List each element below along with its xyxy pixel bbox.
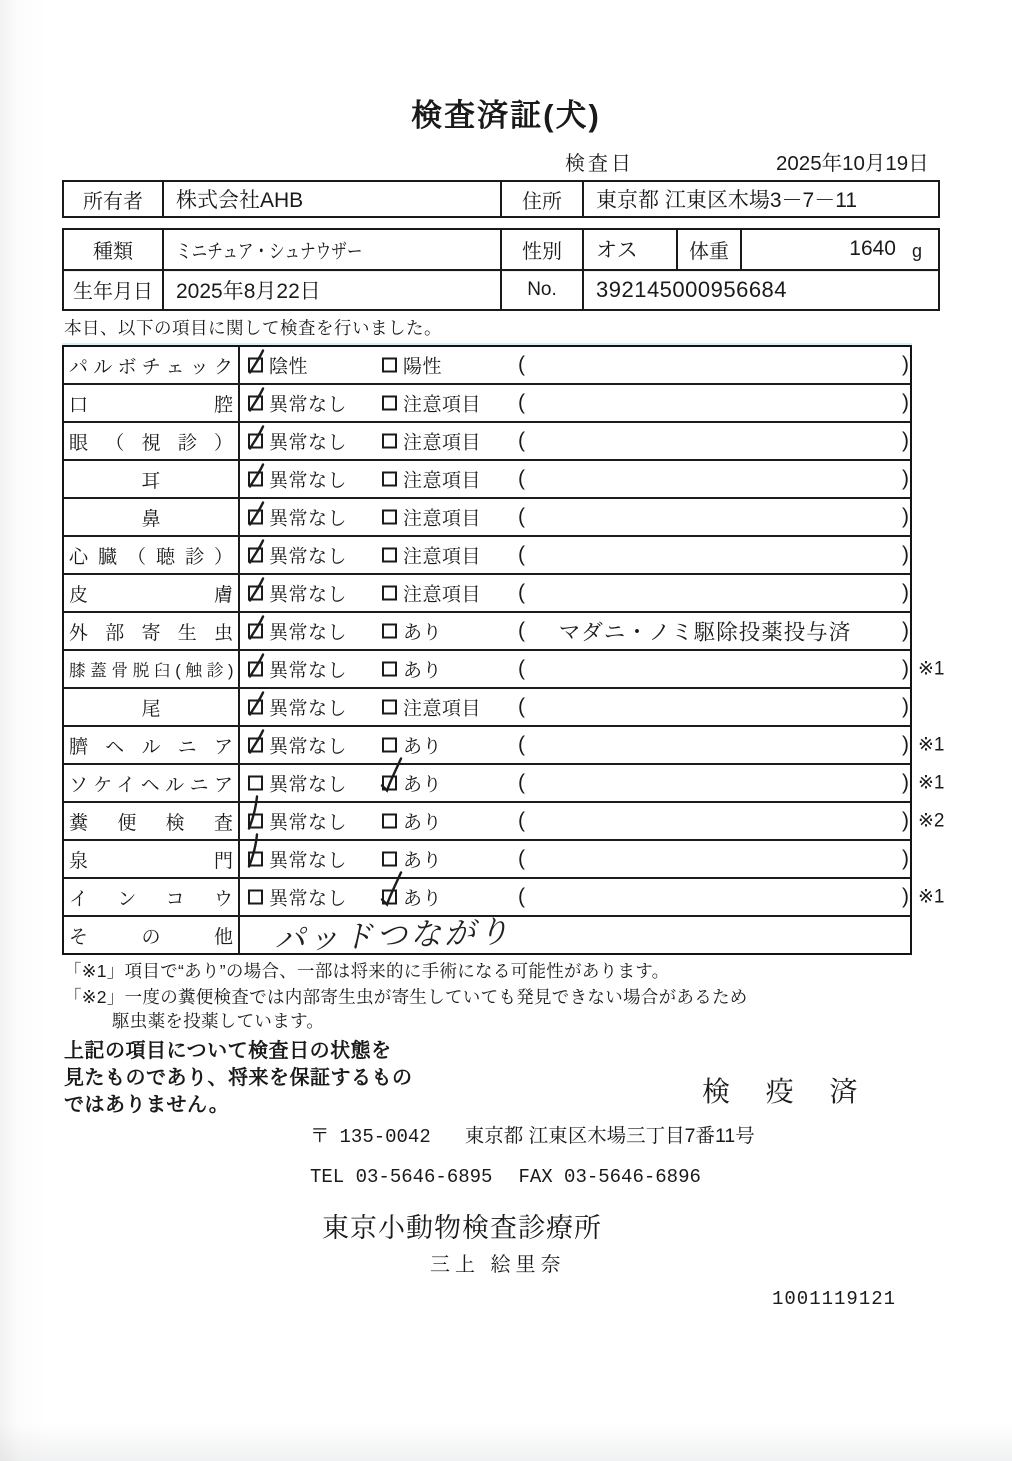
option-2	[382, 618, 442, 645]
option-1-label: 異常なし	[269, 736, 348, 758]
option-2-label: あり	[403, 888, 443, 910]
exam-row-content	[240, 385, 910, 421]
option-2	[382, 466, 481, 493]
option-2-label: あり	[403, 850, 443, 872]
checkbox-square	[382, 434, 397, 449]
postal-code: 135-0042	[339, 1126, 431, 1148]
paren-open: (	[518, 847, 525, 870]
exam-item-label	[64, 499, 240, 535]
paren-close: )	[902, 429, 909, 452]
checkbox-opt2	[382, 890, 397, 905]
footnote-mark: ※1	[918, 658, 945, 680]
checkbox-opt1	[248, 434, 263, 449]
check-mark	[241, 568, 271, 606]
option-1-label: 異常なし	[269, 774, 348, 796]
paren-open: (	[518, 581, 525, 604]
option-1	[248, 808, 347, 835]
table-row	[64, 689, 910, 727]
checkbox-square	[382, 510, 397, 525]
veterinarian-name: 三上 絵里奈	[430, 1254, 566, 1276]
option-2	[382, 352, 442, 379]
exam-item-label-text: インコウ	[69, 888, 233, 910]
paren-close: )	[902, 695, 909, 718]
checkbox-opt1	[248, 510, 263, 525]
table-row	[64, 537, 910, 575]
checkbox-square	[382, 738, 397, 753]
check-mark	[375, 872, 405, 910]
option-2-label: 注意項目	[403, 508, 482, 530]
option-2-label: あり	[403, 736, 443, 758]
footnote-mark: ※1	[918, 772, 945, 794]
checkbox-square	[248, 890, 263, 905]
checkbox-opt2	[382, 738, 397, 753]
footnote-1: 「※1」項目で“あり”の場合、一部は将来的に手術になる可能性があります。	[64, 961, 670, 981]
checkbox-opt2	[382, 358, 397, 373]
paren-open: (	[518, 695, 525, 718]
checkbox-square	[248, 776, 263, 791]
weight-label: 体重	[678, 230, 742, 269]
breed-value: ミニチュア・シュナウザー	[164, 230, 502, 269]
exam-item-label	[64, 879, 240, 915]
fax-number: FAX 03-5646-6896	[518, 1166, 701, 1188]
checkbox-opt1	[248, 624, 263, 639]
paren-close: )	[902, 543, 909, 566]
paren-close: )	[902, 809, 909, 832]
paren-open: (	[518, 353, 525, 376]
check-mark	[241, 720, 271, 758]
check-mark	[241, 378, 271, 416]
checkbox-opt1	[248, 396, 263, 411]
checkbox-opt2	[382, 586, 397, 601]
exam-item-label	[64, 537, 240, 573]
option-2	[382, 390, 481, 417]
check-mark	[241, 454, 271, 492]
option-2-label: あり	[403, 812, 443, 834]
exam-item-label	[64, 727, 240, 763]
option-1	[248, 466, 347, 493]
check-mark	[241, 492, 271, 530]
option-2-label: 注意項目	[403, 584, 482, 606]
checkbox-opt2	[382, 776, 397, 791]
exam-item-label-text: 泉門	[69, 850, 233, 872]
option-1-label: 異常なし	[269, 622, 348, 644]
exam-item-label	[64, 689, 240, 725]
checkbox-opt2	[382, 624, 397, 639]
exam-item-label	[64, 423, 240, 459]
paren-open: (	[518, 391, 525, 414]
footnote-mark: ※1	[918, 886, 945, 908]
exam-item-label-text: 眼（視診）	[69, 432, 233, 454]
weight-number: 1640	[849, 237, 896, 261]
option-1-label: 異常なし	[269, 584, 348, 606]
footnote-mark: ※1	[918, 734, 945, 756]
exam-item-label-text: ソケイヘルニア	[69, 774, 233, 796]
option-1-label: 陰性	[269, 356, 309, 378]
birth-value: 2025年8月22日	[164, 271, 502, 310]
disclaimer-text	[64, 1038, 413, 1119]
finding-note: マダニ・ノミ駆除投薬投与済	[558, 620, 852, 645]
paren-close: )	[902, 581, 909, 604]
table-row	[64, 461, 910, 499]
option-1	[248, 428, 347, 455]
intro-text: 本日、以下の項目に関して検査を行いました。	[64, 318, 442, 338]
footnote-mark: ※2	[918, 810, 945, 832]
breed-label: 種類	[64, 230, 164, 269]
option-2	[382, 542, 481, 569]
option-1	[248, 884, 347, 911]
inspection-date-value: 2025年10月19日	[776, 152, 929, 175]
option-2-label: 注意項目	[403, 470, 482, 492]
option-1	[248, 694, 347, 721]
paren-close: )	[902, 885, 909, 908]
header-table-pet	[62, 228, 940, 311]
exam-item-label	[64, 461, 240, 497]
option-2-label: 注意項目	[403, 394, 482, 416]
paren-close: )	[902, 657, 909, 680]
exam-row-content	[240, 879, 910, 915]
checkbox-opt1	[248, 776, 263, 791]
checkbox-square	[382, 586, 397, 601]
paren-open: (	[518, 619, 525, 642]
disclaimer-line3: ではありません。	[64, 1094, 230, 1116]
exam-row-content	[240, 841, 910, 877]
option-1	[248, 656, 347, 683]
exam-item-label	[64, 613, 240, 649]
checkbox-opt2	[382, 662, 397, 677]
check-mark	[241, 834, 271, 872]
exam-item-label-text: 耳	[141, 470, 161, 492]
paren-close: )	[902, 467, 909, 490]
checkbox-square	[382, 662, 397, 677]
exam-item-label	[64, 803, 240, 839]
owner-value: 株式会社AHB	[164, 182, 502, 216]
table-row	[64, 613, 910, 651]
table-row	[64, 499, 910, 537]
paren-close: )	[902, 391, 909, 414]
option-2	[382, 580, 481, 607]
paren-open: (	[518, 467, 525, 490]
checkbox-square	[382, 358, 397, 373]
option-1	[248, 618, 347, 645]
page-title: 検査済証(犬)	[411, 98, 601, 133]
table-row	[64, 575, 910, 613]
paren-close: )	[902, 733, 909, 756]
checkbox-opt1	[248, 358, 263, 373]
header-table-owner	[62, 180, 940, 218]
paren-open: (	[518, 771, 525, 794]
footnote-2-line2: 駆虫薬を投薬しています。	[112, 1011, 325, 1031]
paren-close: )	[902, 771, 909, 794]
option-2	[382, 846, 442, 873]
option-1	[248, 504, 347, 531]
exam-item-label-text: 膝蓋骨脱臼(触診)	[69, 662, 233, 680]
checkbox-opt1	[248, 472, 263, 487]
option-2	[382, 808, 442, 835]
main-exam-table	[62, 345, 945, 958]
option-2	[382, 770, 442, 797]
clinic-address: 東京都 江東区木場三丁目7番11号	[464, 1125, 755, 1147]
exam-row-content	[240, 423, 910, 459]
postal-mark-icon: 〒	[310, 1125, 330, 1147]
option-2	[382, 694, 481, 721]
check-mark	[241, 796, 271, 834]
check-mark	[241, 644, 271, 682]
clinic-tel-row	[310, 1166, 701, 1188]
checkbox-opt2	[382, 510, 397, 525]
check-mark	[241, 682, 271, 720]
quarantine-stamp: 検 疫 済	[702, 1076, 872, 1107]
weight-value	[742, 230, 938, 269]
option-1	[248, 580, 347, 607]
exam-item-label	[64, 385, 240, 421]
checkbox-opt1	[248, 890, 263, 905]
paren-close: )	[902, 353, 909, 376]
table-row	[64, 385, 910, 423]
exam-item-label-text: その他	[69, 926, 233, 948]
exam-item-label	[64, 575, 240, 611]
exam-item-label-text: 皮膚	[69, 584, 233, 606]
weight-unit: g	[911, 240, 922, 261]
option-1	[248, 770, 347, 797]
checkbox-square	[382, 814, 397, 829]
option-1	[248, 390, 347, 417]
checkbox-square	[382, 852, 397, 867]
checkbox-opt2	[382, 434, 397, 449]
option-1-label: 異常なし	[269, 850, 348, 872]
option-1-label: 異常なし	[269, 812, 348, 834]
clinic-name: 東京小動物検査診療所	[322, 1213, 602, 1243]
check-mark	[241, 530, 271, 568]
serial-number: 1001119121	[772, 1288, 897, 1310]
option-2	[382, 428, 481, 455]
option-1-label: 異常なし	[269, 698, 348, 720]
exam-item-label-text: 尾	[141, 698, 161, 720]
option-2-label: 注意項目	[403, 546, 482, 568]
exam-row-content	[240, 803, 910, 839]
check-mark	[241, 606, 271, 644]
option-2-label: 陽性	[403, 356, 443, 378]
option-2-label: あり	[403, 622, 443, 644]
checkbox-opt1	[248, 662, 263, 677]
table-row	[64, 803, 945, 841]
checkbox-square	[382, 624, 397, 639]
exam-row-content	[240, 499, 910, 535]
exam-row-content	[240, 613, 910, 649]
clinic-postal-row	[310, 1120, 755, 1148]
exam-item-label-text: 鼻	[141, 508, 161, 530]
exam-row-content	[240, 461, 910, 497]
checkbox-square	[382, 472, 397, 487]
paren-open: (	[518, 809, 525, 832]
option-2	[382, 656, 442, 683]
no-label: No.	[502, 271, 584, 310]
checkbox-opt2	[382, 814, 397, 829]
exam-row-content	[240, 347, 910, 383]
check-mark	[241, 340, 271, 378]
table-row	[64, 651, 945, 689]
checkbox-opt1	[248, 814, 263, 829]
check-mark	[375, 758, 405, 796]
table-row	[64, 727, 945, 765]
checkbox-opt1	[248, 586, 263, 601]
exam-item-label-text: パルボチェック	[69, 356, 233, 378]
checkbox-opt2	[382, 852, 397, 867]
option-2	[382, 504, 481, 531]
option-1	[248, 352, 308, 379]
option-1-label: 異常なし	[269, 432, 348, 454]
exam-item-label	[64, 765, 240, 801]
sex-value: オス	[584, 230, 678, 269]
checkbox-opt2	[382, 396, 397, 411]
inspection-date-label: 検査日	[565, 153, 634, 175]
option-2-label: 注意項目	[403, 432, 482, 454]
birth-label: 生年月日	[64, 271, 164, 310]
table-row	[64, 841, 910, 879]
paren-open: (	[518, 885, 525, 908]
checkbox-square	[382, 396, 397, 411]
checkbox-opt2	[382, 700, 397, 715]
table-row	[64, 347, 910, 385]
footnote-2-line1: 「※2」一度の糞便検査では内部寄生虫が寄生していても発見できない場合があるため	[64, 987, 748, 1007]
option-1-label: 異常なし	[269, 888, 348, 910]
exam-row-content	[240, 727, 910, 763]
check-mark	[241, 416, 271, 454]
table-row	[64, 913, 910, 958]
paren-open: (	[518, 429, 525, 452]
exam-row-content	[240, 651, 910, 687]
exam-item-label-text: 心臓（聴診）	[69, 546, 233, 568]
option-1-label: 異常なし	[269, 394, 348, 416]
option-1-label: 異常なし	[269, 660, 348, 682]
paren-close: )	[902, 619, 909, 642]
tel-number: TEL 03-5646-6895	[310, 1166, 493, 1188]
address-label: 住所	[502, 182, 584, 216]
exam-row-content	[240, 765, 910, 801]
checkbox-square	[382, 548, 397, 563]
option-1-label: 異常なし	[269, 508, 348, 530]
option-2-label: あり	[403, 660, 443, 682]
exam-row-content	[240, 537, 910, 573]
paren-open: (	[518, 657, 525, 680]
option-1-label: 異常なし	[269, 470, 348, 492]
paren-open: (	[518, 733, 525, 756]
paren-close: )	[902, 847, 909, 870]
checkbox-opt1	[248, 852, 263, 867]
exam-item-label-text: 外部寄生虫	[69, 622, 233, 644]
owner-label: 所有者	[64, 182, 164, 216]
exam-item-label	[64, 917, 240, 953]
checkbox-opt1	[248, 700, 263, 715]
checkbox-opt1	[248, 738, 263, 753]
option-1-label: 異常なし	[269, 546, 348, 568]
checkbox-opt1	[248, 548, 263, 563]
exam-row-content	[240, 913, 910, 958]
exam-item-label	[64, 651, 240, 687]
paren-open: (	[518, 505, 525, 528]
handwritten-note: パッドつながり	[273, 913, 513, 958]
checkbox-opt2	[382, 472, 397, 487]
sex-label: 性別	[502, 230, 584, 269]
paren-open: (	[518, 543, 525, 566]
option-2-label: 注意項目	[403, 698, 482, 720]
option-2	[382, 732, 442, 759]
address-value: 東京都 江東区木場3－7－11	[596, 189, 857, 212]
option-1	[248, 542, 347, 569]
no-value: 392145000956684	[596, 276, 788, 302]
option-1	[248, 732, 347, 759]
option-1	[248, 846, 347, 873]
exam-item-label	[64, 841, 240, 877]
checkbox-opt2	[382, 548, 397, 563]
exam-item-label-text: 口腔	[69, 394, 233, 416]
exam-item-label-text: 臍ヘルニア	[69, 736, 233, 758]
paren-close: )	[902, 505, 909, 528]
table-row	[64, 423, 910, 461]
table-row	[64, 765, 945, 803]
option-2-label: あり	[403, 774, 443, 796]
disclaimer-line1: 上記の項目について検査日の状態を	[64, 1040, 392, 1062]
exam-row-content	[240, 575, 910, 611]
option-2	[382, 884, 442, 911]
exam-item-label	[64, 347, 240, 383]
disclaimer-line2: 見たものであり、将来を保証するもの	[64, 1067, 413, 1089]
checkbox-square	[382, 700, 397, 715]
exam-item-label-text: 糞便検査	[69, 812, 233, 834]
exam-row-content	[240, 689, 910, 725]
